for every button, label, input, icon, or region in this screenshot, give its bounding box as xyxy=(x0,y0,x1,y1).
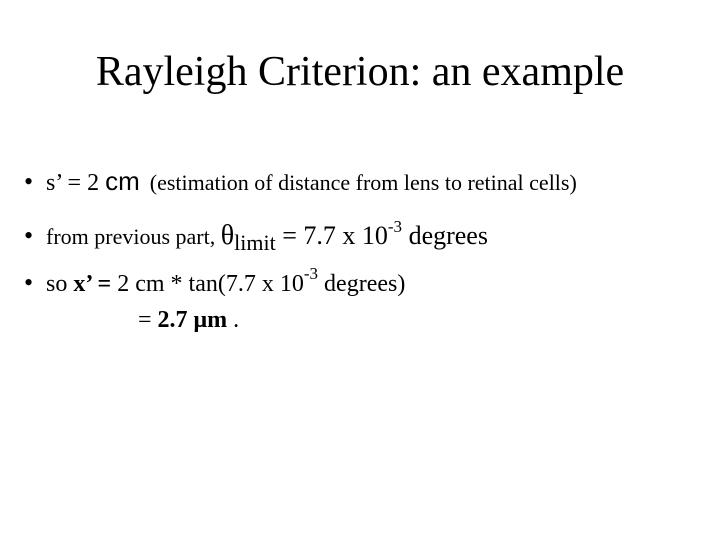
result-unit: m xyxy=(207,307,228,333)
result-number: 2.7 xyxy=(157,307,194,333)
bullet-marker: • xyxy=(24,167,34,196)
bullet-line-distance xyxy=(24,164,577,203)
bullet-line-theta-limit xyxy=(24,210,488,260)
theta-exponent: -3 xyxy=(387,217,403,236)
theta-symbol: θ xyxy=(220,220,235,251)
bullet-line-x-calc xyxy=(24,257,405,304)
x-exponent: -3 xyxy=(303,264,319,283)
theta-value: = 7.7 x 10 xyxy=(275,221,388,250)
distance-note: (estimation of distance from lens to retinal cells) xyxy=(149,170,577,195)
result-line xyxy=(138,303,239,340)
theta-unit: degrees xyxy=(402,221,488,250)
result-mu-symbol: μ xyxy=(193,307,208,333)
result-period: . xyxy=(227,307,240,333)
x-expression: 2 cm * tan(7.7 x 10 xyxy=(117,271,304,297)
distance-equation: s’ = 2 xyxy=(46,170,106,196)
theta-subscript: limit xyxy=(234,230,276,255)
bullet-marker: • xyxy=(24,268,34,297)
result-equals: = xyxy=(138,307,158,333)
distance-unit: cm xyxy=(105,166,140,196)
bullet-marker: • xyxy=(24,221,34,250)
x-unit: degrees) xyxy=(318,271,406,297)
x-so: so xyxy=(46,271,74,297)
theta-prefix: from previous part, xyxy=(46,224,221,249)
slide-title: Rayleigh Criterion: an example xyxy=(95,49,625,95)
x-variable: x’ = xyxy=(73,271,118,297)
